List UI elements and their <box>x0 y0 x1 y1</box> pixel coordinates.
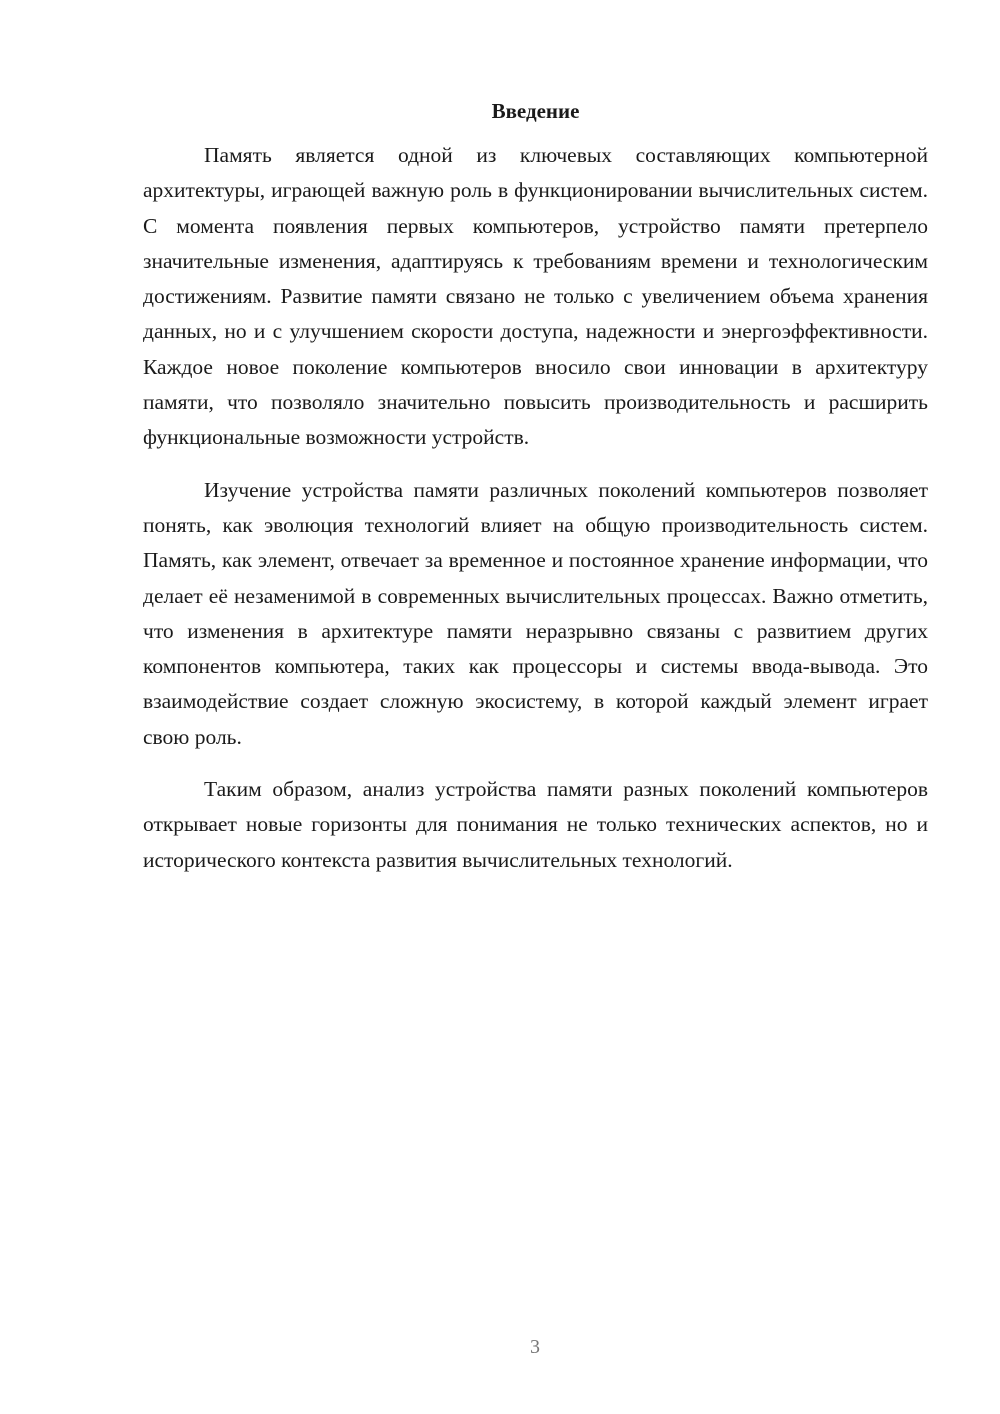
paragraph-3: Таким образом, анализ устройства памяти разных поколений компьютеров открывает новые горизонты для понимания не только технических аспектов, но и исторического контекста развития вычислительных технологий. <box>143 777 928 872</box>
paragraph-1: Память является одной из ключевых составляющих компьютерной архитектуры, играющей важную роль в функционировании вычислительных систем. С момента появления первых компьютеров, устройство памяти претерпело значительные изменения, адаптируясь к требованиям времени и технологическим достижениям. Развитие памяти связано не только с увеличением объема хранения данных, но и с улучшением скорости доступа, надежности и энергоэффективности. Каждое новое поколение компьютеров вносило свои инновации в архитектуру памяти, что позволяло значительно повысить производительность и расширить функциональные возможности устройств. <box>143 143 928 450</box>
page-content <box>143 94 928 878</box>
section-title: Введение <box>491 99 580 123</box>
paragraph-2: Изучение устройства памяти различных поколений компьютеров позволяет понять, как эволюция технологий влияет на общую производительность систем. Память, как элемент, отвечает за временное и постоянное хранение информации, что делает её незаменимой в современных вычислительных процессах. Важно отметить, что изменения в архитектуре памяти неразрывно связаны с развитием других компонентов компьютера, таких как процессоры и системы ввода-вывода. Это взаимодействие создает сложную экосистему, в которой каждый элемент играет свою роль. <box>143 477 928 749</box>
page-number: 3 <box>530 1336 540 1358</box>
